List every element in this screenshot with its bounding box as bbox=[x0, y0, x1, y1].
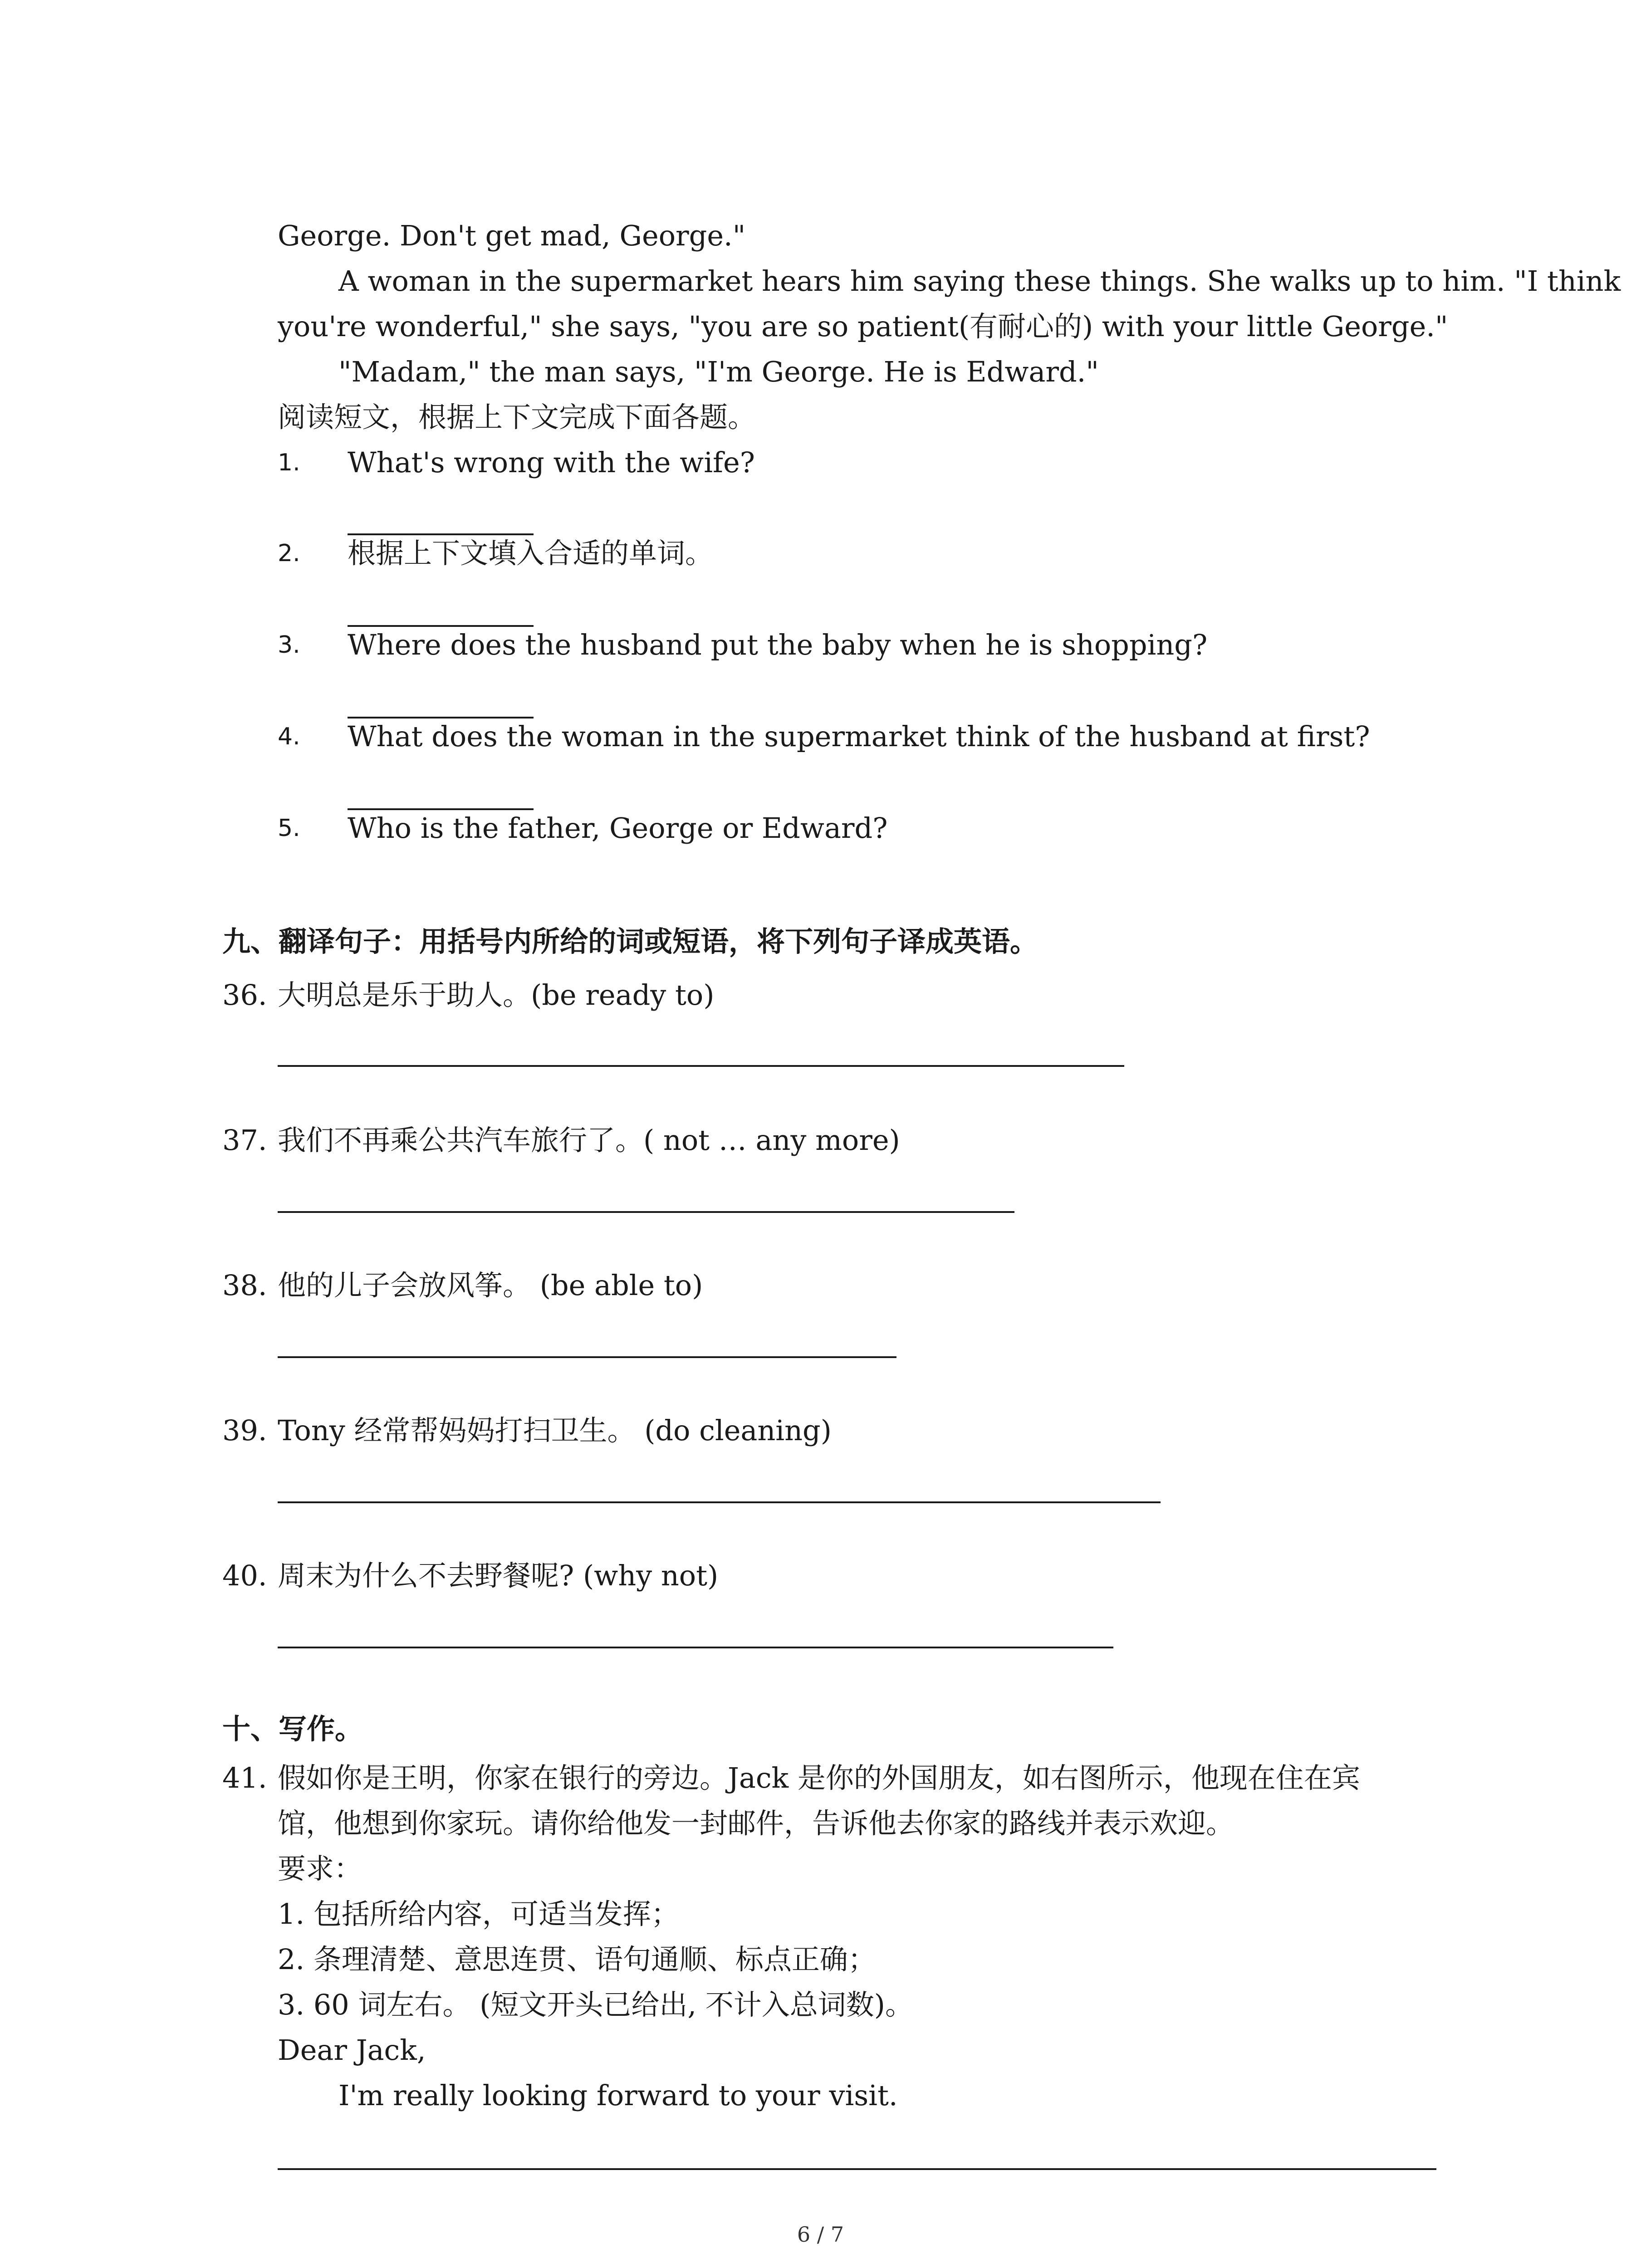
question-text: What does the woman in the supermarket think of the husband at first? bbox=[348, 720, 1370, 753]
question-number: 3. bbox=[278, 631, 300, 659]
letter-opening: I'm really looking forward to your visit. bbox=[338, 2079, 898, 2112]
item-number: 39. bbox=[222, 1414, 267, 1447]
question-text: 根据上下文填入合适的单词。 bbox=[348, 537, 714, 570]
page-number: 6 / 7 bbox=[797, 2222, 844, 2247]
writing-prompt: 假如你是王明，你家在银行的旁边。Jack 是你的外国朋友，如右图所示，他现在住在宾 bbox=[278, 1761, 1360, 1794]
item-number: 38. bbox=[222, 1269, 267, 1302]
writing-prompt: 馆，他想到你家玩。请你给他发一封邮件，告诉他去你家的路线并表示欢迎。 bbox=[278, 1807, 1234, 1840]
question-number: 2. bbox=[278, 540, 300, 567]
answer-line[interactable] bbox=[278, 1356, 896, 1358]
requirement-item: 3. 60 词左右。 (短文开头已给出, 不计入总词数)。 bbox=[278, 1988, 913, 2021]
item-number: 37. bbox=[222, 1124, 267, 1157]
question-number: 4. bbox=[278, 723, 300, 750]
item-number: 41. bbox=[222, 1761, 267, 1794]
item-text: 周末为什么不去野餐呢? (why not) bbox=[278, 1559, 719, 1592]
answer-line[interactable] bbox=[278, 1065, 1124, 1067]
item-number: 36. bbox=[222, 978, 267, 1012]
answer-line[interactable] bbox=[278, 1211, 1014, 1213]
passage-line: A woman in the supermarket hears him saying these things. She walks up to him. "I think bbox=[338, 264, 1621, 298]
writing-line[interactable] bbox=[278, 2168, 1436, 2170]
item-number: 40. bbox=[222, 1559, 267, 1592]
question-number: 1. bbox=[278, 449, 300, 476]
passage-line: "Madam," the man says, "I'm George. He is Edward." bbox=[338, 355, 1099, 388]
question-text: Where does the husband put the baby when he is shopping? bbox=[348, 628, 1208, 661]
item-text: 我们不再乘公共汽车旅行了。( not … any more) bbox=[278, 1124, 900, 1157]
section-heading: 十、写作。 bbox=[222, 1712, 363, 1745]
item-text: 大明总是乐于助人。(be ready to) bbox=[278, 978, 715, 1012]
instruction-text: 阅读短文，根据上下文完成下面各题。 bbox=[278, 401, 756, 434]
passage-line: George. Don't get mad, George." bbox=[278, 219, 746, 252]
question-number: 5. bbox=[278, 815, 300, 842]
question-text: Who is the father, George or Edward? bbox=[348, 811, 888, 845]
answer-line[interactable] bbox=[278, 1647, 1113, 1648]
requirements-label: 要求： bbox=[278, 1852, 362, 1885]
requirement-item: 1. 包括所给内容，可适当发挥； bbox=[278, 1897, 679, 1931]
answer-line[interactable] bbox=[278, 1501, 1161, 1503]
letter-greeting: Dear Jack, bbox=[278, 2033, 426, 2067]
item-text: Tony 经常帮妈妈打扫卫生。 (do cleaning) bbox=[278, 1414, 832, 1447]
section-heading: 九、翻译句子：用括号内所给的词或短语，将下列句子译成英语。 bbox=[222, 925, 1038, 958]
item-text: 他的儿子会放风筝。 (be able to) bbox=[278, 1269, 703, 1302]
passage-line: you're wonderful," she says, "you are so patient(有耐心的) with your little George." bbox=[278, 310, 1448, 343]
question-text: What's wrong with the wife? bbox=[348, 446, 755, 479]
requirement-item: 2. 条理清楚、意思连贯、语句通顺、标点正确； bbox=[278, 1943, 876, 1976]
